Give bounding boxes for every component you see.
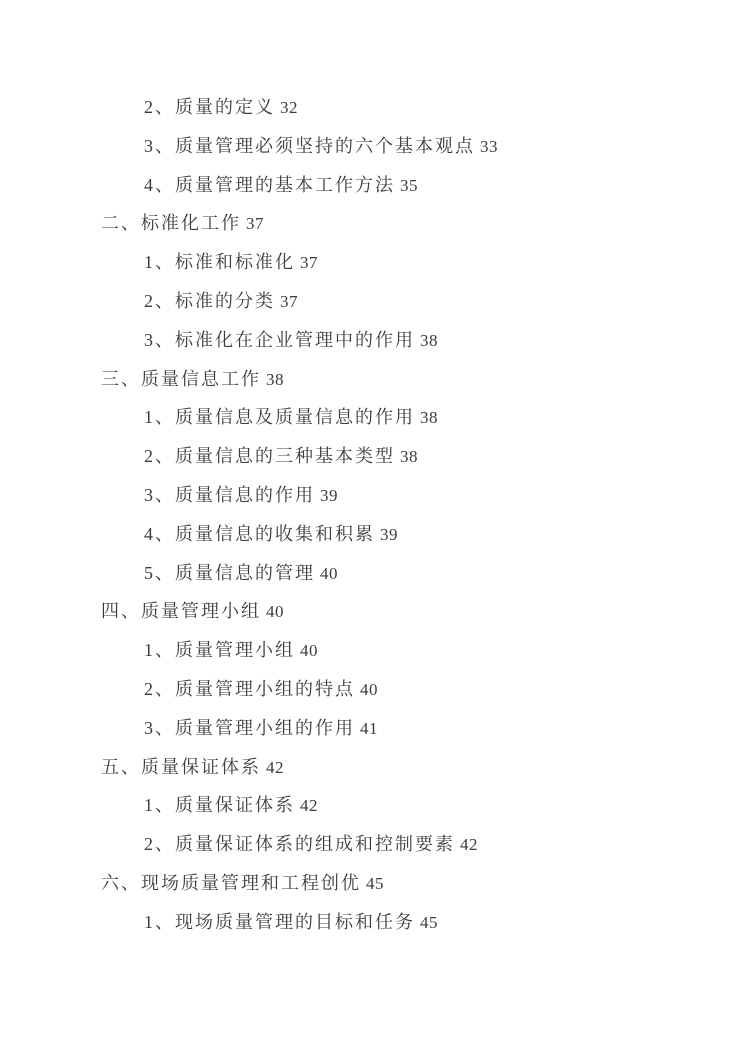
toc-entry	[0, 398, 744, 437]
toc-entry-text: 1、质量保证体系	[144, 795, 295, 816]
toc-entry	[0, 592, 744, 631]
toc-entry	[0, 864, 744, 903]
toc-entry	[0, 748, 744, 787]
toc-entry-text: 3、质量管理必须坚持的六个基本观点	[144, 135, 475, 156]
toc-entry	[0, 786, 744, 825]
toc-entry-text: 3、质量信息的作用	[144, 484, 315, 505]
toc-entry-text: 三、质量信息工作	[101, 368, 261, 389]
toc-entry-text: 2、质量保证体系的组成和控制要素	[144, 834, 455, 855]
toc-entry-text: 1、质量信息及质量信息的作用	[144, 407, 415, 428]
toc-entry-page: 45	[366, 873, 384, 893]
toc-entry-page: 42	[300, 796, 318, 816]
toc-entry	[0, 88, 744, 127]
toc-entry-text: 4、质量信息的收集和积累	[144, 523, 375, 544]
toc-entry	[0, 515, 744, 554]
toc-entry-text: 2、标准的分类	[144, 290, 275, 311]
toc-entry	[0, 321, 744, 360]
toc-entry-text: 六、现场质量管理和工程创优	[101, 872, 361, 893]
toc-entry-page: 39	[320, 485, 338, 505]
toc-entry-text: 2、质量信息的三种基本类型	[144, 446, 395, 467]
toc-entry	[0, 243, 744, 282]
toc-entry-page: 32	[280, 98, 298, 117]
toc-entry-page: 33	[480, 136, 498, 156]
toc-entry	[0, 476, 744, 515]
toc-entry-text: 1、质量管理小组	[144, 640, 295, 661]
toc-entry-text: 四、质量管理小组	[101, 601, 261, 622]
toc-entry-page: 42	[460, 835, 478, 855]
toc-entry-page: 37	[246, 214, 264, 234]
toc-entry-text: 五、质量保证体系	[101, 756, 261, 777]
toc-entry-text: 2、质量管理小组的特点	[144, 678, 355, 699]
toc-entry-text: 2、质量的定义	[144, 97, 275, 117]
toc-entry-page: 38	[420, 330, 438, 350]
toc-entry-page: 40	[266, 602, 284, 622]
toc-entry	[0, 631, 744, 670]
toc-entry-page: 35	[400, 175, 418, 195]
toc-entry	[0, 825, 744, 864]
toc-entry-text: 1、标准和标准化	[144, 252, 295, 273]
toc-entry-page: 40	[300, 641, 318, 661]
toc-entry-page: 37	[280, 291, 298, 311]
toc-entry	[0, 437, 744, 476]
toc-entry-page: 39	[380, 524, 398, 544]
toc-entry	[0, 204, 744, 243]
toc-list	[0, 88, 744, 942]
toc-entry-page: 37	[300, 253, 318, 273]
toc-entry-page: 40	[320, 563, 338, 583]
toc-entry	[0, 166, 744, 205]
toc-entry	[0, 554, 744, 593]
toc-entry-text: 5、质量信息的管理	[144, 562, 315, 583]
toc-entry-page: 38	[266, 369, 284, 389]
toc-entry-text: 4、质量管理的基本工作方法	[144, 174, 395, 195]
toc-entry	[0, 360, 744, 399]
toc-entry-text: 1、现场质量管理的目标和任务	[144, 911, 415, 932]
toc-entry	[0, 670, 744, 709]
toc-entry-page: 38	[400, 447, 418, 467]
toc-entry	[0, 127, 744, 166]
toc-entry-page: 38	[420, 408, 438, 428]
toc-entry-page: 45	[420, 912, 438, 932]
toc-entry-text: 二、标准化工作	[101, 213, 241, 234]
toc-entry-page: 42	[266, 757, 284, 777]
toc-entry-text: 3、标准化在企业管理中的作用	[144, 329, 415, 350]
toc-entry	[0, 282, 744, 321]
toc-entry-page: 41	[360, 718, 378, 738]
toc-entry-page: 40	[360, 679, 378, 699]
toc-entry-text: 3、质量管理小组的作用	[144, 717, 355, 738]
toc-entry	[0, 903, 744, 942]
toc-entry	[0, 709, 744, 748]
